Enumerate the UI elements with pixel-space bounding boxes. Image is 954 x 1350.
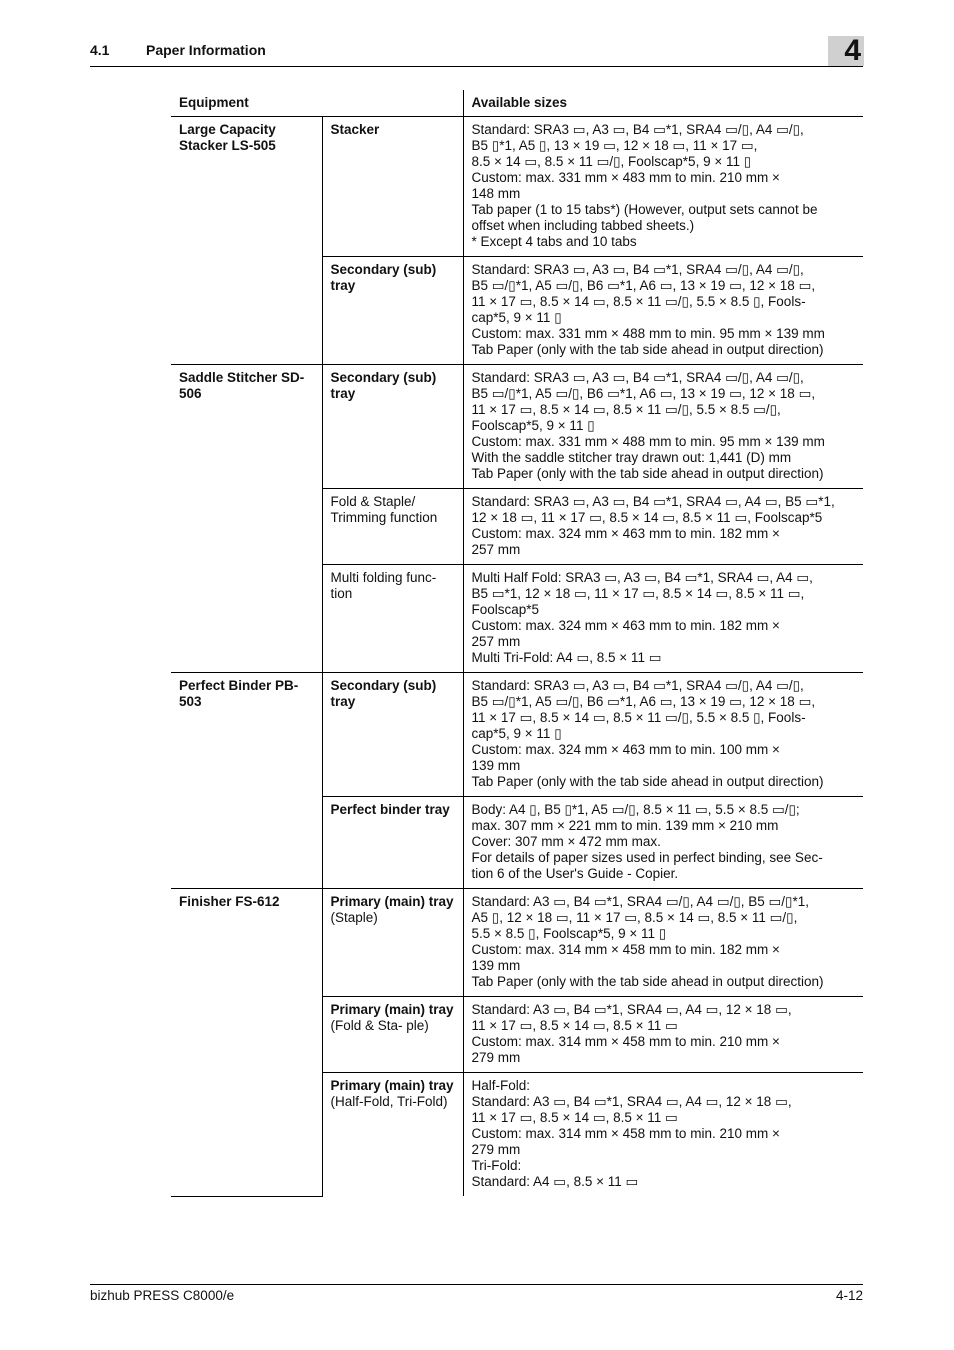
size-line: 11 × 17 ▭, 8.5 × 14 ▭, 8.5 × 11 ▭: [471, 1018, 678, 1033]
available-sizes-cell: [463, 565, 863, 673]
available-sizes-cell: [463, 489, 863, 565]
size-line: For details of paper sizes used in perfect binding, see Sec-: [471, 850, 823, 865]
section-number: 4.1: [90, 42, 110, 58]
size-line: Cover: 307 mm × 472 mm max.: [471, 834, 661, 849]
output-tray-cell: [322, 365, 463, 489]
chapter-tab: [828, 36, 864, 66]
table-row: [171, 117, 863, 257]
equipment-column-header: Equipment: [171, 90, 463, 117]
size-line: cap*5, 9 × 11 ▯: [471, 726, 562, 741]
size-line: Body: A4 ▯, B5 ▯*1, A5 ▭/▯, 8.5 × 11 ▭, 5.5 × 8.5 ▭/▯;: [471, 802, 800, 817]
size-line: Standard: SRA3 ▭, A3 ▭, B4 ▭*1, SRA4 ▭/▯, A4 ▭/▯,: [471, 370, 804, 385]
output-tray-cell: [322, 889, 463, 997]
size-line: Custom: max. 314 mm × 458 mm to min. 210 mm ×: [471, 1126, 780, 1141]
available-sizes-cell: [463, 257, 863, 365]
size-line: 139 mm: [471, 758, 521, 773]
size-line: Custom: max. 324 mm × 463 mm to min. 182 mm ×: [471, 526, 780, 541]
size-line: 279 mm: [471, 1142, 521, 1157]
section-title: Paper Information: [146, 42, 266, 58]
size-line: Custom: max. 324 mm × 463 mm to min. 182 mm ×: [471, 618, 780, 633]
available-sizes-cell: [463, 997, 863, 1073]
size-line: Standard: A4 ▭, 8.5 × 11 ▭: [471, 1174, 639, 1189]
available-sizes-cell: [463, 365, 863, 489]
output-tray-cell: [322, 489, 463, 565]
size-line: Custom: max. 314 mm × 458 mm to min. 210 mm ×: [471, 1034, 780, 1049]
size-line: Tab Paper (only with the tab side ahead in output direction): [471, 974, 824, 989]
tray-name: Secondary (sub) tray: [330, 370, 437, 401]
size-line: 11 × 17 ▭, 8.5 × 14 ▭, 8.5 × 11 ▭/▯, 5.5 × 8.5 ▯, Fools-: [471, 294, 806, 309]
table-header-row: [171, 90, 863, 117]
equipment-cell: Finisher FS-612: [171, 889, 322, 1197]
size-line: Standard: SRA3 ▭, A3 ▭, B4 ▭*1, SRA4 ▭/▯, A4 ▭/▯,: [471, 262, 804, 277]
output-tray-cell: [322, 1073, 463, 1197]
size-line: Tab Paper (only with the tab side ahead in output direction): [471, 774, 824, 789]
size-line: 12 × 18 ▭, 11 × 17 ▭, 8.5 × 14 ▭, 8.5 × 11 ▭, Foolscap*5: [471, 510, 823, 525]
tray-detail: Fold & Staple/ Trimming function: [330, 494, 438, 525]
size-line: max. 307 mm × 221 mm to min. 139 mm × 210 mm: [471, 818, 779, 833]
tray-detail: (Staple): [330, 910, 378, 925]
size-line: Foolscap*5: [471, 602, 540, 617]
size-line: Multi Tri-Fold: A4 ▭, 8.5 × 11 ▭: [471, 650, 662, 665]
size-line: 5.5 × 8.5 ▯, Foolscap*5, 9 × 11 ▯: [471, 926, 667, 941]
available-sizes-cell: [463, 1073, 863, 1197]
size-line: Tri-Fold:: [471, 1158, 522, 1173]
size-line: tion 6 of the User's Guide - Copier.: [471, 866, 679, 881]
size-line: Standard: A3 ▭, B4 ▭*1, SRA4 ▭/▯, A4 ▭/▯, B5 ▭/▯*1,: [471, 894, 809, 909]
size-line: 8.5 × 14 ▭, 8.5 × 11 ▭/▯, Foolscap*5, 9 × 11 ▯: [471, 154, 752, 169]
size-line: 11 × 17 ▭, 8.5 × 14 ▭, 8.5 × 11 ▭/▯, 5.5 × 8.5 ▭/▯,: [471, 402, 781, 417]
tray-name: Secondary (sub) tray: [330, 262, 437, 293]
size-line: Standard: SRA3 ▭, A3 ▭, B4 ▭*1, SRA4 ▭, A4 ▭, B5 ▭*1,: [471, 494, 835, 509]
output-tray-cell: [322, 673, 463, 797]
size-line: B5 ▭/▯*1, A5 ▭/▯, B6 ▭*1, A6 ▭, 13 × 19 ▭, 12 × 18 ▭,: [471, 278, 816, 293]
tray-name: Primary (main) tray: [330, 894, 454, 909]
size-line: Custom: max. 331 mm × 488 mm to min. 95 mm × 139 mm: [471, 434, 825, 449]
page-header: [90, 38, 863, 67]
size-line: Custom: max. 324 mm × 463 mm to min. 100 mm ×: [471, 742, 780, 757]
size-line: B5 ▭/▯*1, A5 ▭/▯, B6 ▭*1, A6 ▭, 13 × 19 ▭, 12 × 18 ▭,: [471, 694, 816, 709]
page-footer: [90, 1284, 863, 1303]
output-tray-cell: [322, 997, 463, 1073]
size-line: Foolscap*5, 9 × 11 ▯: [471, 418, 595, 433]
model-name: bizhub PRESS C8000/e: [90, 1288, 235, 1303]
size-line: B5 ▯*1, A5 ▯, 13 × 19 ▭, 12 × 18 ▭, 11 × 17 ▭,: [471, 138, 758, 153]
tray-name: Stacker: [330, 122, 380, 137]
available-sizes-cell: [463, 889, 863, 997]
size-line: Tab paper (1 to 15 tabs*) (However, output sets cannot be: [471, 202, 818, 217]
size-line: offset when including tabbed sheets.): [471, 218, 695, 233]
output-tray-cell: [322, 257, 463, 365]
page-number: 4-12: [835, 1288, 863, 1303]
size-line: Standard: SRA3 ▭, A3 ▭, B4 ▭*1, SRA4 ▭/▯, A4 ▭/▯,: [471, 122, 804, 137]
size-line: With the saddle stitcher tray drawn out: 1,441 (D) mm: [471, 450, 792, 465]
paper-size-table: [171, 90, 863, 1197]
size-line: Tab Paper (only with the tab side ahead in output direction): [471, 342, 824, 357]
size-line: 257 mm: [471, 634, 521, 649]
table-row: [171, 889, 863, 997]
sizes-column-header: Available sizes: [463, 90, 863, 117]
size-line: B5 ▭*1, 12 × 18 ▭, 11 × 17 ▭, 8.5 × 14 ▭, 8.5 × 11 ▭,: [471, 586, 805, 601]
size-line: Standard: SRA3 ▭, A3 ▭, B4 ▭*1, SRA4 ▭/▯, A4 ▭/▯,: [471, 678, 804, 693]
tray-detail: (Fold & Sta- ple): [330, 1018, 429, 1033]
size-line: Custom: max. 314 mm × 458 mm to min. 182 mm ×: [471, 942, 780, 957]
tray-detail: (Half-Fold, Tri-Fold): [330, 1094, 448, 1109]
available-sizes-cell: [463, 117, 863, 257]
equipment-cell: Large Capacity Stacker LS-505: [171, 117, 322, 365]
size-line: 257 mm: [471, 542, 521, 557]
size-line: Custom: max. 331 mm × 483 mm to min. 210 mm ×: [471, 170, 780, 185]
size-line: Standard: A3 ▭, B4 ▭*1, SRA4 ▭, A4 ▭, 12 × 18 ▭,: [471, 1002, 792, 1017]
available-sizes-cell: [463, 797, 863, 889]
size-line: B5 ▭/▯*1, A5 ▭/▯, B6 ▭*1, A6 ▭, 13 × 19 ▭, 12 × 18 ▭,: [471, 386, 816, 401]
output-tray-cell: [322, 565, 463, 673]
output-tray-cell: [322, 797, 463, 889]
tray-name: Primary (main) tray: [330, 1002, 454, 1017]
table-row: [171, 365, 863, 489]
tray-name: Secondary (sub) tray: [330, 678, 437, 709]
size-line: Custom: max. 331 mm × 488 mm to min. 95 mm × 139 mm: [471, 326, 825, 341]
size-line: A5 ▯, 12 × 18 ▭, 11 × 17 ▭, 8.5 × 14 ▭, 8.5 × 11 ▭/▯,: [471, 910, 798, 925]
available-sizes-cell: [463, 673, 863, 797]
size-line: 279 mm: [471, 1050, 521, 1065]
tray-name: Primary (main) tray: [330, 1078, 454, 1093]
size-line: 11 × 17 ▭, 8.5 × 14 ▭, 8.5 × 11 ▭/▯, 5.5 × 8.5 ▯, Fools-: [471, 710, 806, 725]
equipment-cell: Saddle Stitcher SD-506: [171, 365, 322, 673]
size-line: * Except 4 tabs and 10 tabs: [471, 234, 637, 249]
table-row: [171, 673, 863, 797]
chapter-number: 4: [844, 34, 861, 67]
tray-detail: Multi folding func- tion: [330, 570, 437, 601]
table-body: [171, 117, 863, 1197]
tray-name: Perfect binder tray: [330, 802, 450, 817]
output-tray-cell: [322, 117, 463, 257]
size-line: 139 mm: [471, 958, 521, 973]
size-line: cap*5, 9 × 11 ▯: [471, 310, 562, 325]
size-line: Half-Fold:: [471, 1078, 531, 1093]
size-line: Tab Paper (only with the tab side ahead in output direction): [471, 466, 824, 481]
size-line: 148 mm: [471, 186, 521, 201]
size-line: Multi Half Fold: SRA3 ▭, A3 ▭, B4 ▭*1, SRA4 ▭, A4 ▭,: [471, 570, 813, 585]
size-line: Standard: A3 ▭, B4 ▭*1, SRA4 ▭, A4 ▭, 12 × 18 ▭,: [471, 1094, 792, 1109]
equipment-cell: Perfect Binder PB-503: [171, 673, 322, 889]
size-line: 11 × 17 ▭, 8.5 × 14 ▭, 8.5 × 11 ▭: [471, 1110, 678, 1125]
